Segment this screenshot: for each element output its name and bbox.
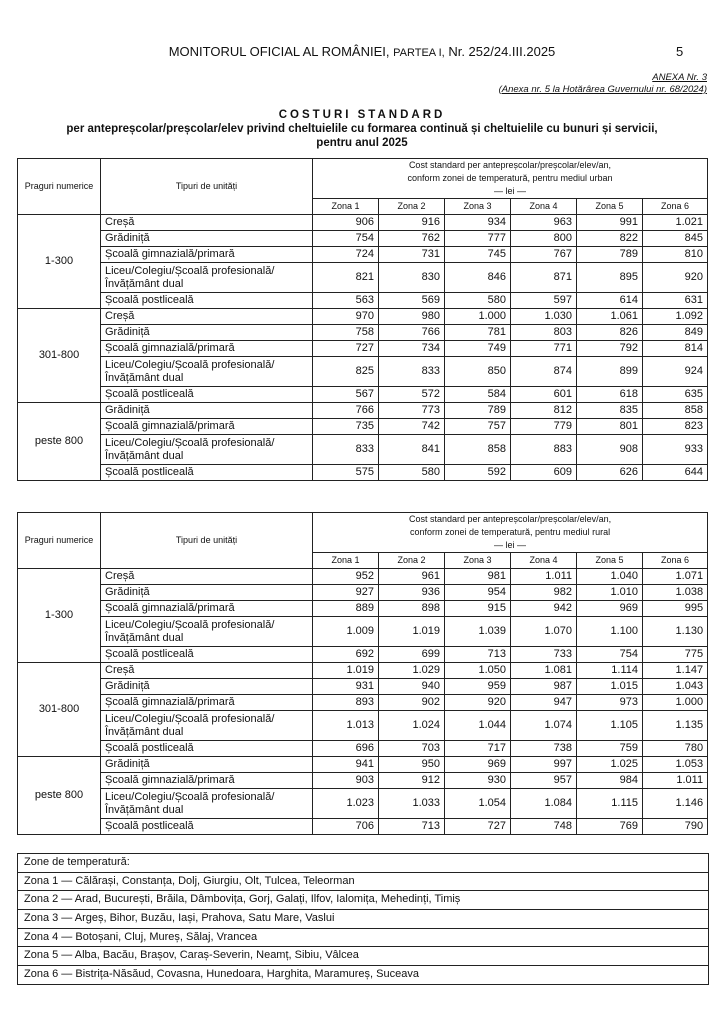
- cost-value: 934: [445, 215, 511, 231]
- urban-cost-table: [17, 158, 708, 481]
- cost-value: 1.021: [643, 215, 708, 231]
- table-row: [18, 387, 708, 403]
- cost-value: 626: [577, 465, 643, 481]
- cost-value: 575: [313, 465, 379, 481]
- cost-value: 1.029: [379, 663, 445, 679]
- cost-value: 1.015: [577, 679, 643, 695]
- zones-legend-title: Zone de temperatură:: [18, 854, 708, 873]
- unit-type: Liceu/Colegiu/Școală profesională/Învățământ dual: [101, 711, 313, 741]
- cost-value: 942: [511, 601, 577, 617]
- annex-number: ANEXA Nr. 3: [652, 72, 707, 83]
- cost-value: 618: [577, 387, 643, 403]
- cost-value: 727: [445, 819, 511, 835]
- cost-value: 1.053: [643, 757, 708, 773]
- cost-value: 767: [511, 247, 577, 263]
- cost-value: 1.044: [445, 711, 511, 741]
- cost-value: 601: [511, 387, 577, 403]
- table-row: [18, 231, 708, 247]
- cost-value: 845: [643, 231, 708, 247]
- threshold-group-label: 1-300: [18, 569, 101, 663]
- cost-value: 789: [445, 403, 511, 419]
- unit-type: Liceu/Colegiu/Școală profesională/Învățământ dual: [101, 263, 313, 293]
- table-row: [18, 247, 708, 263]
- cost-value: 572: [379, 387, 445, 403]
- cost-value: 800: [511, 231, 577, 247]
- table-row: [18, 757, 708, 773]
- cost-value: 742: [379, 419, 445, 435]
- cost-value: 1.013: [313, 711, 379, 741]
- unit-type: Școală gimnazială/primară: [101, 695, 313, 711]
- cost-value: 563: [313, 293, 379, 309]
- cost-value: 773: [379, 403, 445, 419]
- cost-value: 703: [379, 741, 445, 757]
- cost-value: 754: [313, 231, 379, 247]
- cost-value: 1.040: [577, 569, 643, 585]
- title-subtitle: per antepreșcolar/preșcolar/elev privind cheltuielile cu formarea continuă și cheltuielile cu bunuri și servicii,: [66, 123, 658, 135]
- cost-header-line: — lei —: [494, 540, 527, 550]
- page-header: [0, 44, 724, 59]
- cost-value: 821: [313, 263, 379, 293]
- cost-value: 833: [313, 435, 379, 465]
- annex-source: (Anexa nr. 5 la Hotărârea Guvernului nr. 68/2024): [498, 84, 707, 95]
- threshold-group-label: 301-800: [18, 663, 101, 757]
- zone-column-header: Zona 6: [643, 553, 708, 569]
- cost-value: 969: [445, 757, 511, 773]
- cost-value: 930: [445, 773, 511, 789]
- cost-value: 912: [379, 773, 445, 789]
- cost-value: 754: [577, 647, 643, 663]
- cost-value: 898: [379, 601, 445, 617]
- cost-value: 748: [511, 819, 577, 835]
- threshold-group-label: 1-300: [18, 215, 101, 309]
- praguri-header: Praguri numerice: [18, 513, 101, 569]
- unit-type: Școală postliceală: [101, 465, 313, 481]
- cost-value: 1.092: [643, 309, 708, 325]
- cost-value: 1.030: [511, 309, 577, 325]
- cost-value: 812: [511, 403, 577, 419]
- cost-value: 696: [313, 741, 379, 757]
- cost-value: 631: [643, 293, 708, 309]
- cost-value: 908: [577, 435, 643, 465]
- cost-value: 933: [643, 435, 708, 465]
- unit-type: Grădiniță: [101, 585, 313, 601]
- unit-type: Grădiniță: [101, 757, 313, 773]
- cost-value: 981: [445, 569, 511, 585]
- annex-reference: [499, 72, 707, 96]
- unit-type: Liceu/Colegiu/Școală profesională/Învățământ dual: [101, 357, 313, 387]
- zone-column-header: Zona 1: [313, 553, 379, 569]
- cost-value: 874: [511, 357, 577, 387]
- cost-header-line: — lei —: [493, 186, 526, 196]
- unit-type: Școală postliceală: [101, 387, 313, 403]
- unit-type: Creșă: [101, 309, 313, 325]
- cost-value: 1.024: [379, 711, 445, 741]
- cost-value: 1.071: [643, 569, 708, 585]
- cost-header-line: conform zonei de temperatură, pentru mediul urban: [407, 173, 613, 183]
- table-row: [18, 711, 708, 741]
- table-row: [18, 819, 708, 835]
- cost-value: 952: [313, 569, 379, 585]
- cost-value: 835: [577, 403, 643, 419]
- cost-value: 1.054: [445, 789, 511, 819]
- cost-value: 947: [511, 695, 577, 711]
- cost-value: 987: [511, 679, 577, 695]
- cost-value: 769: [577, 819, 643, 835]
- cost-value: 957: [511, 773, 577, 789]
- cost-value: 810: [643, 247, 708, 263]
- cost-value: 569: [379, 293, 445, 309]
- cost-value: 733: [511, 647, 577, 663]
- cost-value: 1.039: [445, 617, 511, 647]
- unit-type: Școală gimnazială/primară: [101, 773, 313, 789]
- table-row: [18, 325, 708, 341]
- cost-value: 940: [379, 679, 445, 695]
- zone-item: Zona 5 — Alba, Bacău, Brașov, Caraș-Severin, Neamț, Sibiu, Vâlcea: [18, 947, 708, 966]
- cost-value: 592: [445, 465, 511, 481]
- table-row: [18, 263, 708, 293]
- cost-value: 858: [643, 403, 708, 419]
- cost-value: 893: [313, 695, 379, 711]
- cost-value: 1.061: [577, 309, 643, 325]
- table-row: [18, 419, 708, 435]
- cost-value: 883: [511, 435, 577, 465]
- cost-value: 1.105: [577, 711, 643, 741]
- zone-column-header: Zona 3: [445, 553, 511, 569]
- cost-value: 980: [379, 309, 445, 325]
- table-row: [18, 465, 708, 481]
- cost-value: 814: [643, 341, 708, 357]
- unit-type: Grădiniță: [101, 325, 313, 341]
- cost-value: 1.135: [643, 711, 708, 741]
- table-row: [18, 741, 708, 757]
- cost-value: 833: [379, 357, 445, 387]
- table-row: [18, 569, 708, 585]
- cost-value: 895: [577, 263, 643, 293]
- cost-value: 771: [511, 341, 577, 357]
- cost-value: 1.074: [511, 711, 577, 741]
- cost-value: 609: [511, 465, 577, 481]
- cost-value: 792: [577, 341, 643, 357]
- cost-value: 567: [313, 387, 379, 403]
- table-row: [18, 789, 708, 819]
- cost-value: 1.011: [511, 569, 577, 585]
- unit-type: Creșă: [101, 215, 313, 231]
- page-number: 5: [676, 44, 684, 59]
- table-row: [18, 647, 708, 663]
- cost-value: 713: [445, 647, 511, 663]
- cost-value: 924: [643, 357, 708, 387]
- cost-value: 822: [577, 231, 643, 247]
- cost-header-line: conform zonei de temperatură, pentru mediul rural: [409, 527, 611, 537]
- zone-column-header: Zona 5: [577, 553, 643, 569]
- cost-value: 973: [577, 695, 643, 711]
- cost-value: 1.019: [379, 617, 445, 647]
- threshold-group-label: 301-800: [18, 309, 101, 403]
- unit-type: Școală postliceală: [101, 293, 313, 309]
- cost-value: 759: [577, 741, 643, 757]
- cost-value: 858: [445, 435, 511, 465]
- table-row: [18, 435, 708, 465]
- rural-cost-table: [17, 512, 708, 835]
- cost-value: 927: [313, 585, 379, 601]
- table-row: [18, 215, 708, 231]
- cost-value: 597: [511, 293, 577, 309]
- cost-value: 1.050: [445, 663, 511, 679]
- tipuri-header: Tipuri de unități: [101, 159, 313, 215]
- cost-value: 902: [379, 695, 445, 711]
- unit-type: Școală gimnazială/primară: [101, 341, 313, 357]
- cost-value: 713: [379, 819, 445, 835]
- cost-value: 906: [313, 215, 379, 231]
- unit-type: Liceu/Colegiu/Școală profesională/Învățământ dual: [101, 617, 313, 647]
- zone-column-header: Zona 4: [511, 199, 577, 215]
- temperature-zones-legend: [17, 853, 709, 985]
- zone-item: Zona 6 — Bistrița-Năsăud, Covasna, Hunedoara, Harghita, Maramureș, Suceava: [24, 968, 419, 981]
- unit-type: Școală postliceală: [101, 819, 313, 835]
- cost-value: 950: [379, 757, 445, 773]
- cost-value: 1.114: [577, 663, 643, 679]
- publication-title: MONITORUL OFICIAL AL ROMÂNIEI,: [168, 44, 390, 59]
- table-row: [18, 773, 708, 789]
- cost-value: 899: [577, 357, 643, 387]
- praguri-header: Praguri numerice: [18, 159, 101, 215]
- unit-type: Școală gimnazială/primară: [101, 247, 313, 263]
- cost-value: 780: [643, 741, 708, 757]
- cost-value: 757: [445, 419, 511, 435]
- cost-value: 1.070: [511, 617, 577, 647]
- title-main: COSTURI STANDARD: [278, 109, 446, 121]
- cost-value: 982: [511, 585, 577, 601]
- cost-value: 775: [643, 647, 708, 663]
- cost-value: 871: [511, 263, 577, 293]
- unit-type: Școală gimnazială/primară: [101, 419, 313, 435]
- publication-part: PARTEA I,: [393, 47, 445, 59]
- unit-type: Grădiniță: [101, 679, 313, 695]
- cost-value: 777: [445, 231, 511, 247]
- cost-value: 941: [313, 757, 379, 773]
- cost-value: 727: [313, 341, 379, 357]
- zone-column-header: Zona 2: [379, 553, 445, 569]
- cost-value: 789: [577, 247, 643, 263]
- cost-value: 758: [313, 325, 379, 341]
- unit-type: Creșă: [101, 569, 313, 585]
- cost-value: 1.025: [577, 757, 643, 773]
- cost-value: 1.147: [643, 663, 708, 679]
- table-row: [18, 663, 708, 679]
- unit-type: Școală postliceală: [101, 647, 313, 663]
- zone-column-header: Zona 4: [511, 553, 577, 569]
- cost-value: 734: [379, 341, 445, 357]
- cost-value: 823: [643, 419, 708, 435]
- cost-value: 766: [379, 325, 445, 341]
- zone-item: Zona 2 — Arad, București, Brăila, Dâmbovița, Gorj, Galați, Ilfov, Ialomița, Mehedinți, Timiș: [18, 891, 708, 910]
- cost-value: 997: [511, 757, 577, 773]
- cost-value: 970: [313, 309, 379, 325]
- cost-value: 931: [313, 679, 379, 695]
- cost-value: 584: [445, 387, 511, 403]
- table-row: [18, 601, 708, 617]
- cost-header: [313, 513, 708, 553]
- cost-value: 1.084: [511, 789, 577, 819]
- cost-value: 779: [511, 419, 577, 435]
- cost-value: 580: [379, 465, 445, 481]
- zone-column-header: Zona 5: [577, 199, 643, 215]
- unit-type: Liceu/Colegiu/Școală profesională/Învățământ dual: [101, 435, 313, 465]
- unit-type: Grădiniță: [101, 403, 313, 419]
- unit-type: Școală postliceală: [101, 741, 313, 757]
- cost-header-line: Cost standard per antepreșcolar/preșcolar/elev/an,: [408, 514, 612, 524]
- header-row: [18, 513, 708, 553]
- cost-value: 849: [643, 325, 708, 341]
- cost-value: 1.033: [379, 789, 445, 819]
- cost-value: 915: [445, 601, 511, 617]
- cost-value: 699: [379, 647, 445, 663]
- unit-type: Grădiniță: [101, 231, 313, 247]
- table-row: [18, 309, 708, 325]
- cost-value: 850: [445, 357, 511, 387]
- publication-issue: Nr. 252/24.III.2025: [448, 44, 556, 59]
- zone-column-header: Zona 2: [379, 199, 445, 215]
- zone-column-header: Zona 3: [445, 199, 511, 215]
- threshold-group-label: peste 800: [18, 403, 101, 481]
- table-row: [18, 293, 708, 309]
- cost-value: 1.043: [643, 679, 708, 695]
- cost-value: 984: [577, 773, 643, 789]
- cost-value: 936: [379, 585, 445, 601]
- cost-value: 781: [445, 325, 511, 341]
- cost-value: 1.011: [643, 773, 708, 789]
- cost-value: 717: [445, 741, 511, 757]
- unit-type: Creșă: [101, 663, 313, 679]
- cost-value: 1.146: [643, 789, 708, 819]
- threshold-group-label: peste 800: [18, 757, 101, 835]
- cost-header-line: Cost standard per antepreșcolar/preșcolar/elev/an,: [408, 160, 612, 170]
- cost-value: 1.115: [577, 789, 643, 819]
- cost-value: 916: [379, 215, 445, 231]
- cost-value: 1.100: [577, 617, 643, 647]
- cost-value: 738: [511, 741, 577, 757]
- cost-value: 644: [643, 465, 708, 481]
- table-row: [18, 617, 708, 647]
- table-row: [18, 357, 708, 387]
- cost-value: 1.009: [313, 617, 379, 647]
- document-title: [0, 108, 724, 150]
- table-row: [18, 403, 708, 419]
- cost-value: 826: [577, 325, 643, 341]
- cost-value: 803: [511, 325, 577, 341]
- cost-value: 790: [643, 819, 708, 835]
- zone-column-header: Zona 1: [313, 199, 379, 215]
- unit-type: Liceu/Colegiu/Școală profesională/Învățământ dual: [101, 789, 313, 819]
- cost-value: 995: [643, 601, 708, 617]
- cost-value: 1.010: [577, 585, 643, 601]
- cost-value: 766: [313, 403, 379, 419]
- cost-value: 846: [445, 263, 511, 293]
- zone-column-header: Zona 6: [643, 199, 708, 215]
- table-row: [18, 695, 708, 711]
- zone-item: Zona 1 — Călărași, Constanța, Dolj, Giurgiu, Olt, Tulcea, Teleorman: [18, 873, 708, 892]
- cost-value: 735: [313, 419, 379, 435]
- cost-value: 920: [445, 695, 511, 711]
- unit-type: Școală gimnazială/primară: [101, 601, 313, 617]
- cost-value: 841: [379, 435, 445, 465]
- cost-value: 762: [379, 231, 445, 247]
- cost-value: 724: [313, 247, 379, 263]
- cost-value: 745: [445, 247, 511, 263]
- table-row: [18, 585, 708, 601]
- cost-value: 635: [643, 387, 708, 403]
- cost-value: 830: [379, 263, 445, 293]
- cost-value: 1.038: [643, 585, 708, 601]
- cost-value: 961: [379, 569, 445, 585]
- cost-value: 801: [577, 419, 643, 435]
- zone-item: Zona 3 — Argeș, Bihor, Buzău, Iași, Prahova, Satu Mare, Vaslui: [18, 910, 708, 929]
- table-row: [18, 679, 708, 695]
- cost-value: 1.081: [511, 663, 577, 679]
- cost-value: 991: [577, 215, 643, 231]
- cost-value: 959: [445, 679, 511, 695]
- cost-value: 749: [445, 341, 511, 357]
- cost-value: 903: [313, 773, 379, 789]
- cost-value: 1.019: [313, 663, 379, 679]
- header-row: [18, 159, 708, 199]
- cost-value: 969: [577, 601, 643, 617]
- cost-value: 889: [313, 601, 379, 617]
- cost-value: 614: [577, 293, 643, 309]
- cost-value: 731: [379, 247, 445, 263]
- tipuri-header: Tipuri de unități: [101, 513, 313, 569]
- cost-value: 1.130: [643, 617, 708, 647]
- cost-value: 706: [313, 819, 379, 835]
- cost-value: 1.000: [445, 309, 511, 325]
- cost-header: [313, 159, 708, 199]
- table-row: [18, 341, 708, 357]
- cost-value: 580: [445, 293, 511, 309]
- cost-value: 920: [643, 263, 708, 293]
- title-year: pentru anul 2025: [316, 137, 408, 149]
- cost-value: 692: [313, 647, 379, 663]
- cost-value: 825: [313, 357, 379, 387]
- cost-value: 1.000: [643, 695, 708, 711]
- zone-item: Zona 4 — Botoșani, Cluj, Mureș, Sălaj, Vrancea: [18, 929, 708, 948]
- cost-value: 963: [511, 215, 577, 231]
- cost-value: 954: [445, 585, 511, 601]
- cost-value: 1.023: [313, 789, 379, 819]
